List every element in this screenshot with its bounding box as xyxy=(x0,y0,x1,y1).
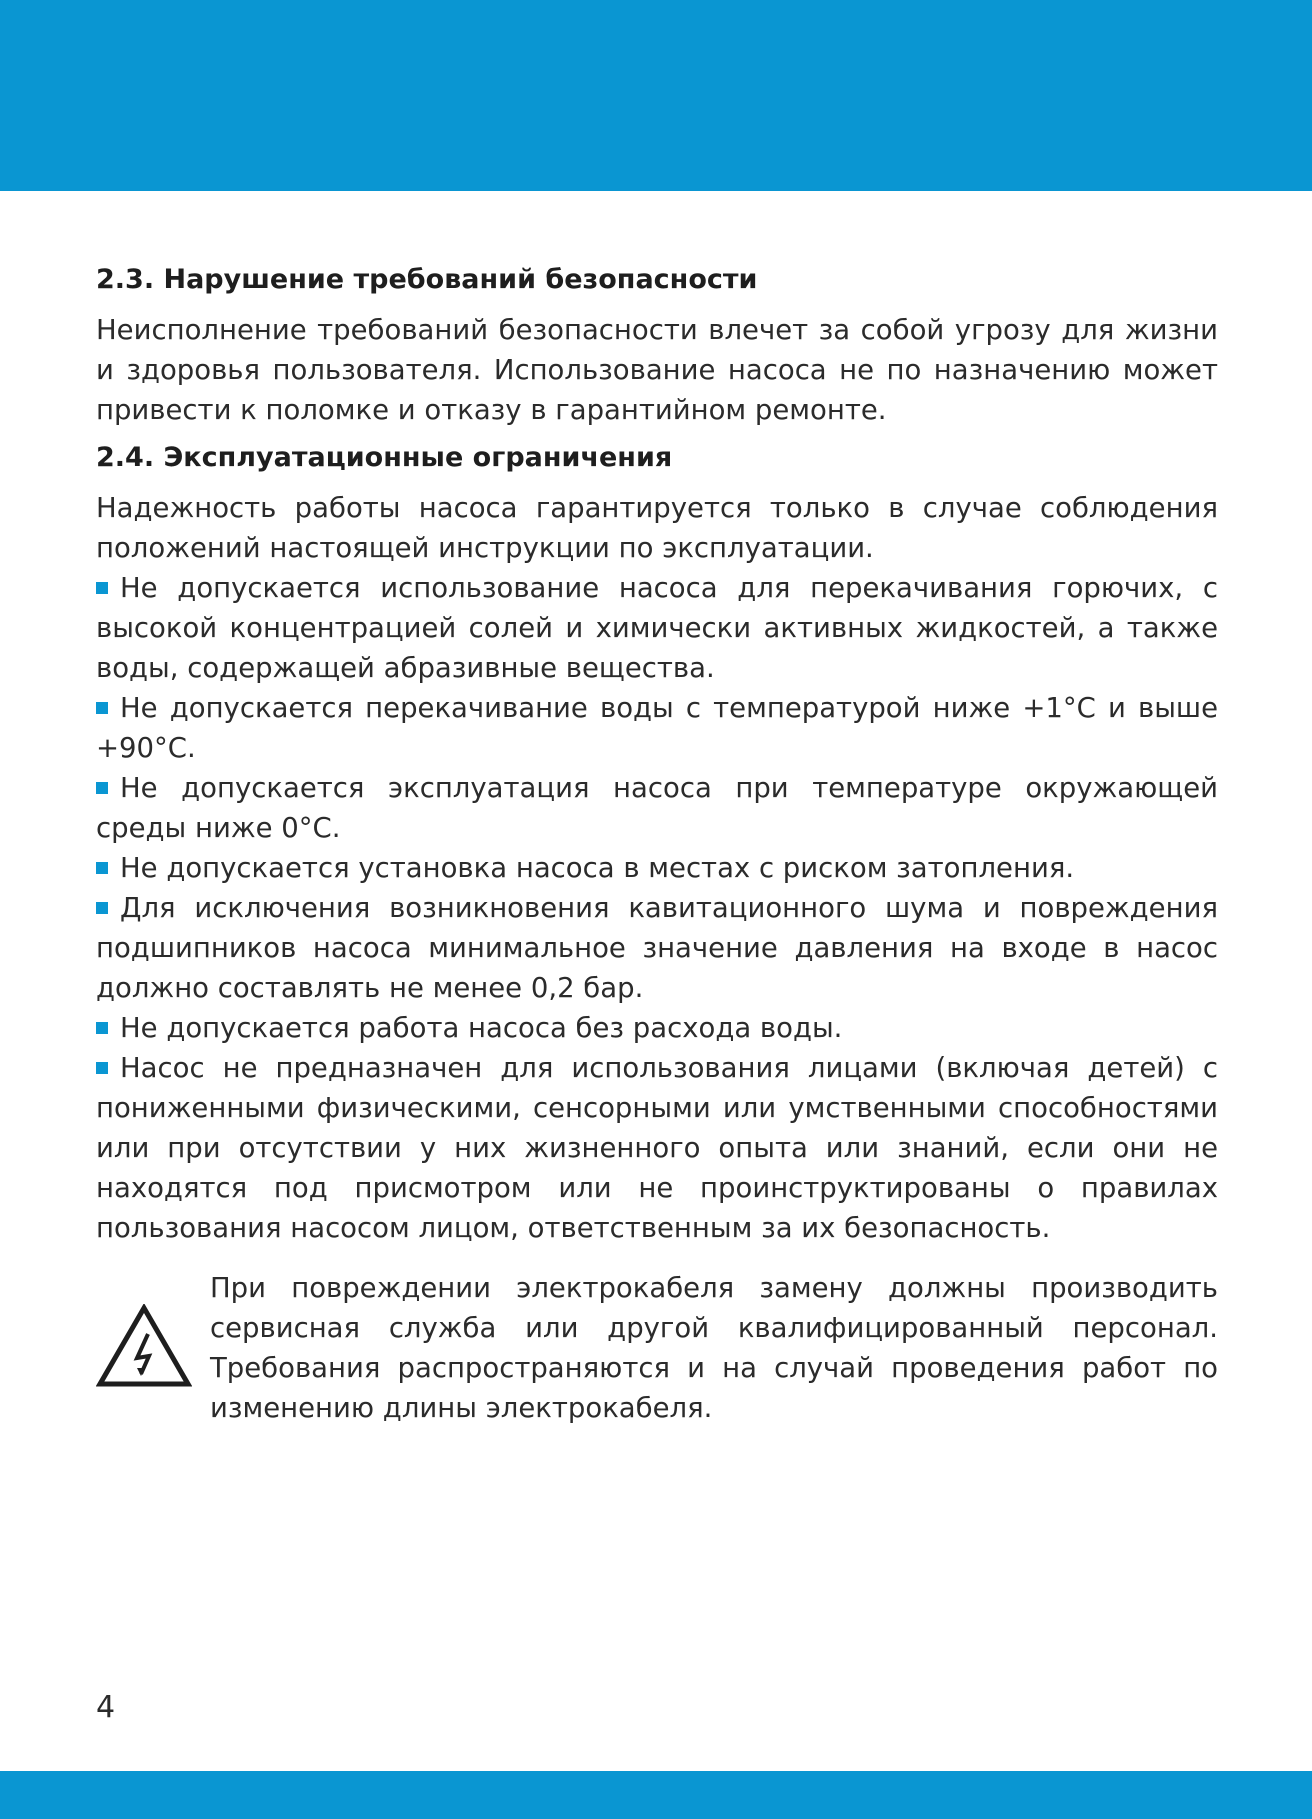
bullet-icon xyxy=(96,902,108,914)
bullet-icon xyxy=(96,782,108,794)
list-item xyxy=(96,848,1218,888)
footer-band xyxy=(0,1771,1312,1819)
list-item-text: Не допускается перекачивание воды с температурой ниже +1°C и выше +90°C. xyxy=(96,692,1218,764)
header-band xyxy=(0,0,1312,191)
bullet-icon xyxy=(96,1062,108,1074)
bullet-icon xyxy=(96,862,108,874)
bullet-icon xyxy=(96,582,108,594)
list-item-text: Насос не предназначен для использования лицами (включая детей) с пониженными физическими, сенсорными или умственными способностями или при отсутствии у них жизненного опыта или знаний, если они не находятся под присмотром или не проинструктированы о правилах пользования насосом лицом, ответственным за их безопасность. xyxy=(96,1052,1218,1244)
page-content xyxy=(96,262,1218,1428)
list-item-text: Не допускается работа насоса без расхода воды. xyxy=(120,1012,843,1044)
list-item xyxy=(96,1048,1218,1248)
section-2-4-intro: Надежность работы насоса гарантируется только в случае соблюдения положений настоящей инструкции по эксплуатации. xyxy=(96,492,1218,564)
list-item-text: Не допускается установка насоса в местах с риском затопления. xyxy=(120,852,1075,884)
list-item xyxy=(96,568,1218,688)
warning-block xyxy=(96,1268,1218,1428)
section-2-3-text: Неисполнение требований безопасности влечет за собой угрозу для жизни и здоровья пользователя. Использование насоса не по назначению может привести к поломке и отказу в гарантийном ремонте. xyxy=(96,314,1218,426)
list-item-text: Не допускается эксплуатация насоса при температуре окружающей среды ниже 0°C. xyxy=(96,772,1218,844)
list-item-text: Для исключения возникновения кавитационного шума и повреждения подшипников насоса минимальное значение давления на входе в насос должно составлять не менее 0,2 бар. xyxy=(96,892,1218,1004)
list-item-text: Не допускается использование насоса для перекачивания горючих, с высокой концентрацией солей и химически активных жидкостей, а также воды, содержащей абразивные вещества. xyxy=(96,572,1218,684)
electrical-hazard-icon xyxy=(96,1304,192,1388)
bullet-icon xyxy=(96,1022,108,1034)
warning-text: При повреждении электрокабеля замену должны производить сервисная служба или другой квалифицированный персонал. Требования распространяются и на случай проведения работ по изменению длины электрокабеля. xyxy=(210,1272,1218,1424)
restrictions-list xyxy=(96,568,1218,1248)
page-number: 4 xyxy=(96,1690,116,1725)
list-item xyxy=(96,688,1218,768)
list-item xyxy=(96,768,1218,848)
list-item xyxy=(96,888,1218,1008)
list-item xyxy=(96,1008,1218,1048)
section-2-3-heading: 2.3. Нарушение требований безопасности xyxy=(96,264,758,295)
bullet-icon xyxy=(96,702,108,714)
section-2-4-heading: 2.4. Эксплуатационные ограничения xyxy=(96,442,673,473)
